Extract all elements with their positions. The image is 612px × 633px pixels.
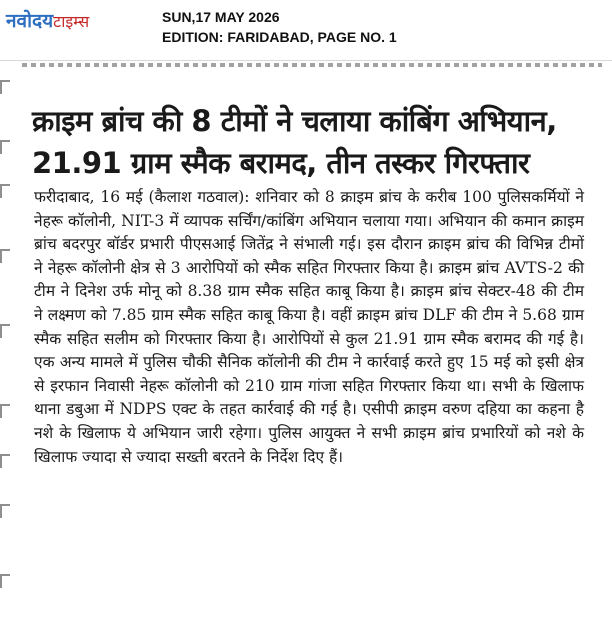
article-dateline: फरीदाबाद, 16 मई (कैलाश गठवाल):	[34, 188, 250, 206]
cropped-previous-article-strip	[22, 61, 602, 73]
newspaper-logo[interactable]	[6, 8, 146, 34]
epaper-header	[0, 0, 612, 61]
article-body-text: शनिवार को 8 क्राइम ब्रांच के करीब 100 पुलिसकर्मियों ने नेहरू कॉलोनी, NIT-3 में व्यापक सर्चिंग/कांबिंग अभियान चलाया गया। अभियान की कमान क्राइम ब्रांच बदरपुर बॉर्डर प्रभारी पीएसआई जितेंद्र ने संभाली गई। इस दौरान क्राइम ब्रांच की विभिन्न टीमों ने नेहरू कॉलोनी क्षेत्र से 3 आरोपियों को स्मैक सहित गिरफ्तार किया है। क्राइम ब्रांच AVTS-2 की टीम ने दिनेश उर्फ मोनू को 8.38 ग्राम स्मैक सहित काबू किया है। क्राइम ब्रांच सेक्टर-48 की टीम ने लक्ष्मण को 7.85 ग्राम स्मैक सहित काबू किया है। वहीं क्राइम ब्रांच DLF की टीम ने 5.68 ग्राम स्मैक सहित सलीम को गिरफ्तार किया है। आरोपियों से कुल 21.91 ग्राम स्मैक बरामद की गई है। एक अन्य मामले में पुलिस चौकी सैनिक कॉलोनी की टीम ने कार्रवाई करते हुए 15 मई को इसी क्षेत्र से इरफान निवासी नेहरू कॉलोनी को 210 ग्राम गांजा सहित गिरफ्तार किया था। सभी के खिलाफ थाना डबुआ में NDPS एक्ट के तहत कार्रवाई की गई है। एसीपी क्राइम वरुण दहिया का कहना है नशे के खिलाफ ये अभियान जारी रहेगा। पुलिस आयुक्त ने सभी क्राइम ब्रांच प्रभारियों को नशे के खिलाफ ज्यादा से ज्यादा सख्ती बरतने के निर्देश दिए हैं।	[34, 188, 584, 466]
headline-line-2: 21.91 ग्राम स्मैक बरामद, तीन तस्कर गिरफ्तार	[32, 146, 530, 180]
edition-date: SUN,17 MAY 2026	[162, 9, 280, 25]
edition-info: EDITION: FARIDABAD, PAGE NO. 1	[162, 29, 397, 45]
logo-part-navodaya: नवोदय	[6, 10, 54, 32]
logo-part-times: टाइम्स	[53, 12, 90, 31]
article-body	[34, 186, 584, 469]
headline-line-1: क्राइम ब्रांच की 8 टीमों ने चलाया कांबिंग अभियान,	[32, 104, 557, 138]
article-headline	[32, 100, 592, 184]
cropped-adjacent-column	[0, 74, 12, 619]
